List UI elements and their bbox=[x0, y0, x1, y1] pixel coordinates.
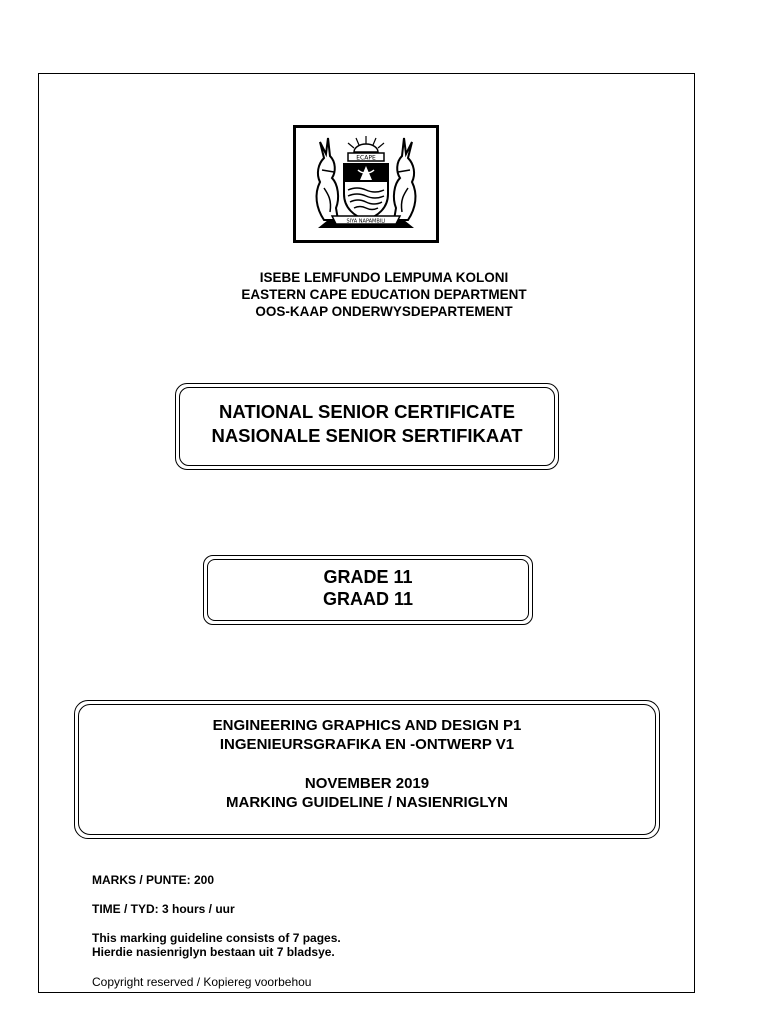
page-count-note bbox=[92, 931, 341, 959]
exam-session: NOVEMBER 2019 bbox=[304, 775, 430, 792]
department-line-afrikaans: OOS-KAAP ONDERWYSDEPARTEMENT bbox=[255, 304, 513, 319]
coat-of-arms-logo bbox=[293, 125, 439, 243]
subject-english: ENGINEERING GRAPHICS AND DESIGN P1 bbox=[212, 717, 522, 734]
page-count-english: This marking guideline consists of 7 pages. bbox=[92, 931, 341, 945]
crest-motto-text: SIYA NAPAMBILI bbox=[346, 218, 386, 225]
grade-english: GRADE 11 bbox=[323, 567, 413, 587]
department-line-xhosa: ISEBE LEMFUNDO LEMPUMA KOLONI bbox=[259, 270, 509, 285]
time-allowed: TIME / TYD: 3 hours / uur bbox=[92, 902, 235, 916]
subject-afrikaans: INGENIEURSGRAFIKA EN -ONTWERP V1 bbox=[219, 736, 515, 753]
document-type: MARKING GUIDELINE / NASIENRIGLYN bbox=[226, 794, 508, 811]
certificate-box bbox=[175, 383, 559, 470]
department-line-english: EASTERN CAPE EDUCATION DEPARTMENT bbox=[241, 287, 527, 302]
coat-of-arms-icon bbox=[296, 128, 436, 240]
grade-afrikaans: GRAAD 11 bbox=[322, 589, 414, 609]
crest-banner-text: ECAPE bbox=[356, 154, 376, 162]
grade-box bbox=[203, 555, 533, 625]
certificate-title-afrikaans: NASIONALE SENIOR SERTIFIKAAT bbox=[211, 425, 523, 446]
copyright-notice: Copyright reserved / Kopiereg voorbehou bbox=[92, 975, 312, 989]
page-count-afrikaans: Hierdie nasienriglyn bestaan uit 7 bladsye. bbox=[92, 945, 335, 959]
certificate-title-english: NATIONAL SENIOR CERTIFICATE bbox=[219, 401, 515, 422]
department-heading bbox=[0, 269, 768, 320]
marks-total: MARKS / PUNTE: 200 bbox=[92, 873, 215, 887]
subject-box bbox=[74, 700, 660, 839]
